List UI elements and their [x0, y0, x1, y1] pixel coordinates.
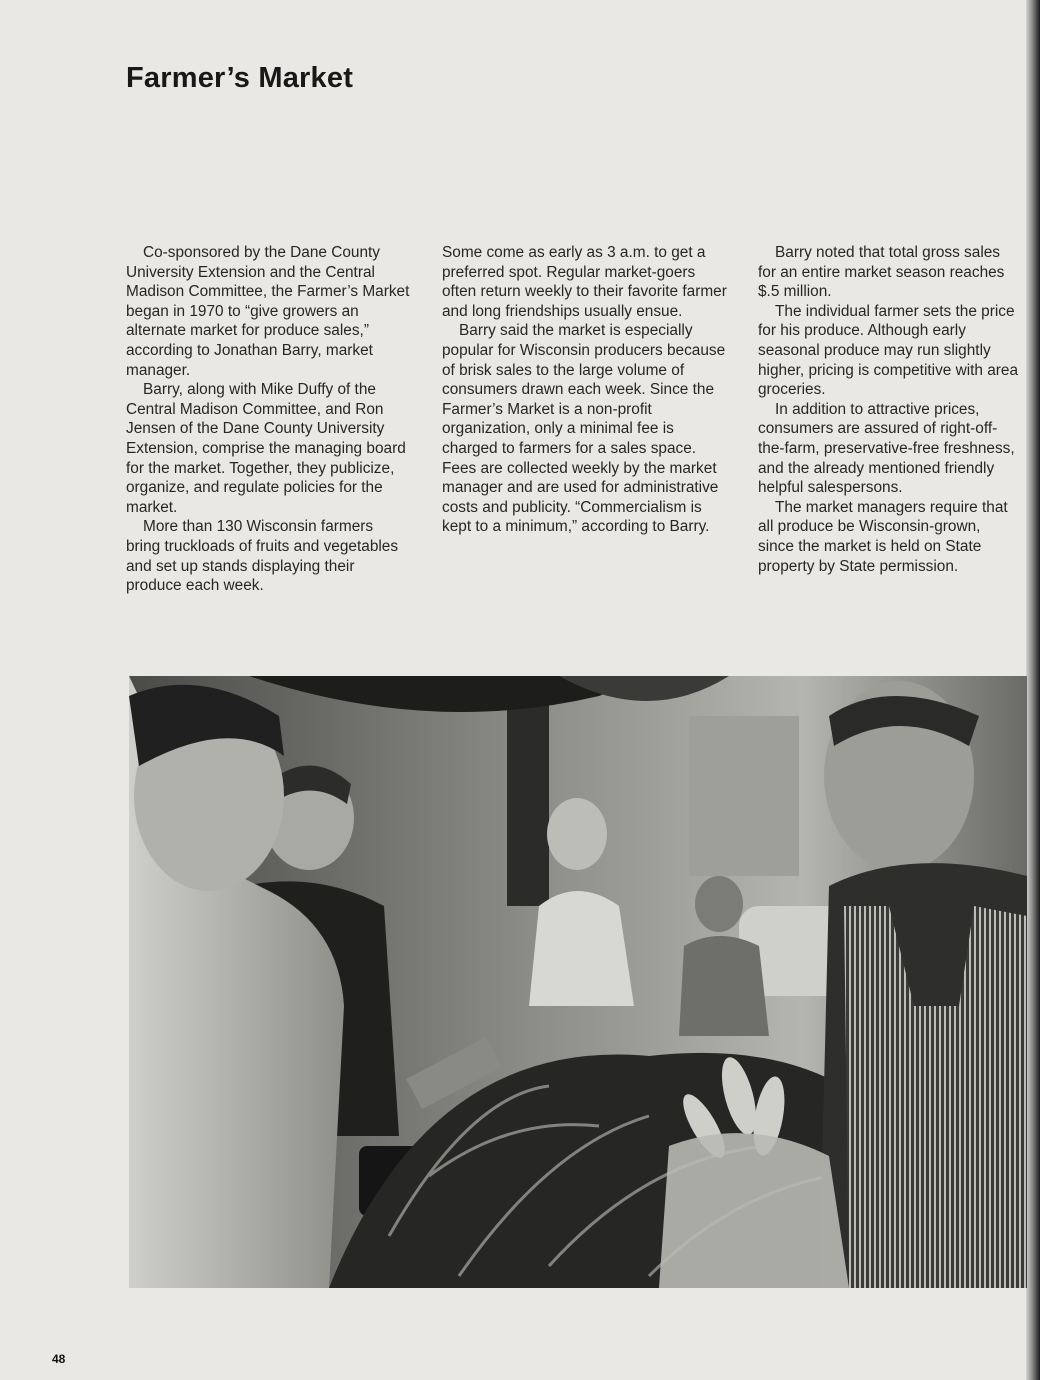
market-photo-illustration	[129, 676, 1027, 1288]
paragraph: Co-sponsored by the Dane County University Extension and the Central Madison Committee, the Farmer’s Market began in 1970 to “give growers an alternate market for produce sales,” according to Jonathan Barry, market manager.	[126, 244, 410, 379]
paragraph: In addition to attractive prices, consumers are assured of right-off-the-farm, preservative-free freshness, and the already mentioned friendly helpful salespersons.	[758, 400, 1015, 497]
paragraph: The market managers require that all produce be Wisconsin-grown, since the market is held on State property by State permission.	[758, 498, 1008, 575]
text-column-1	[126, 243, 411, 596]
text-column-2	[442, 243, 727, 537]
page-title: Farmer’s Market	[126, 62, 354, 94]
paragraph: Barry noted that total gross sales for an entire market season reaches $.5 million.	[758, 244, 1005, 301]
paragraph: Barry said the market is especially popular for Wisconsin producers because of brisk sales to the large volume of consumers drawn each week. Since the Farmer’s Market is a non-profit organization, only a minimal fee is charged to farmers for a sales space. Fees are collected weekly by the market manager and are used for administrative costs and publicity. “Commercialism is kept to a minimum,” according to Barry.	[442, 322, 726, 536]
page-number: 48	[52, 1352, 66, 1366]
paragraph: More than 130 Wisconsin farmers bring truckloads of fruits and vegetables and set up stands displaying their produce each week.	[126, 518, 399, 595]
paragraph: Barry, along with Mike Duffy of the Central Madison Committee, and Ron Jensen of the Dane County University Extension, comprise the managing board for the market. Together, they publicize, organize, and regulate policies for the market.	[126, 381, 406, 516]
paragraph: Some come as early as 3 a.m. to get a preferred spot. Regular market-goers often return weekly to their favorite farmer and long friendships usually ensue.	[442, 244, 727, 320]
market-photo	[129, 676, 1027, 1288]
text-column-3	[758, 243, 1020, 576]
paragraph: The individual farmer sets the price for his produce. Although early seasonal produce may run slightly higher, pricing is competitive with area groceries.	[758, 302, 1019, 399]
page-binding-edge	[1026, 0, 1040, 1380]
